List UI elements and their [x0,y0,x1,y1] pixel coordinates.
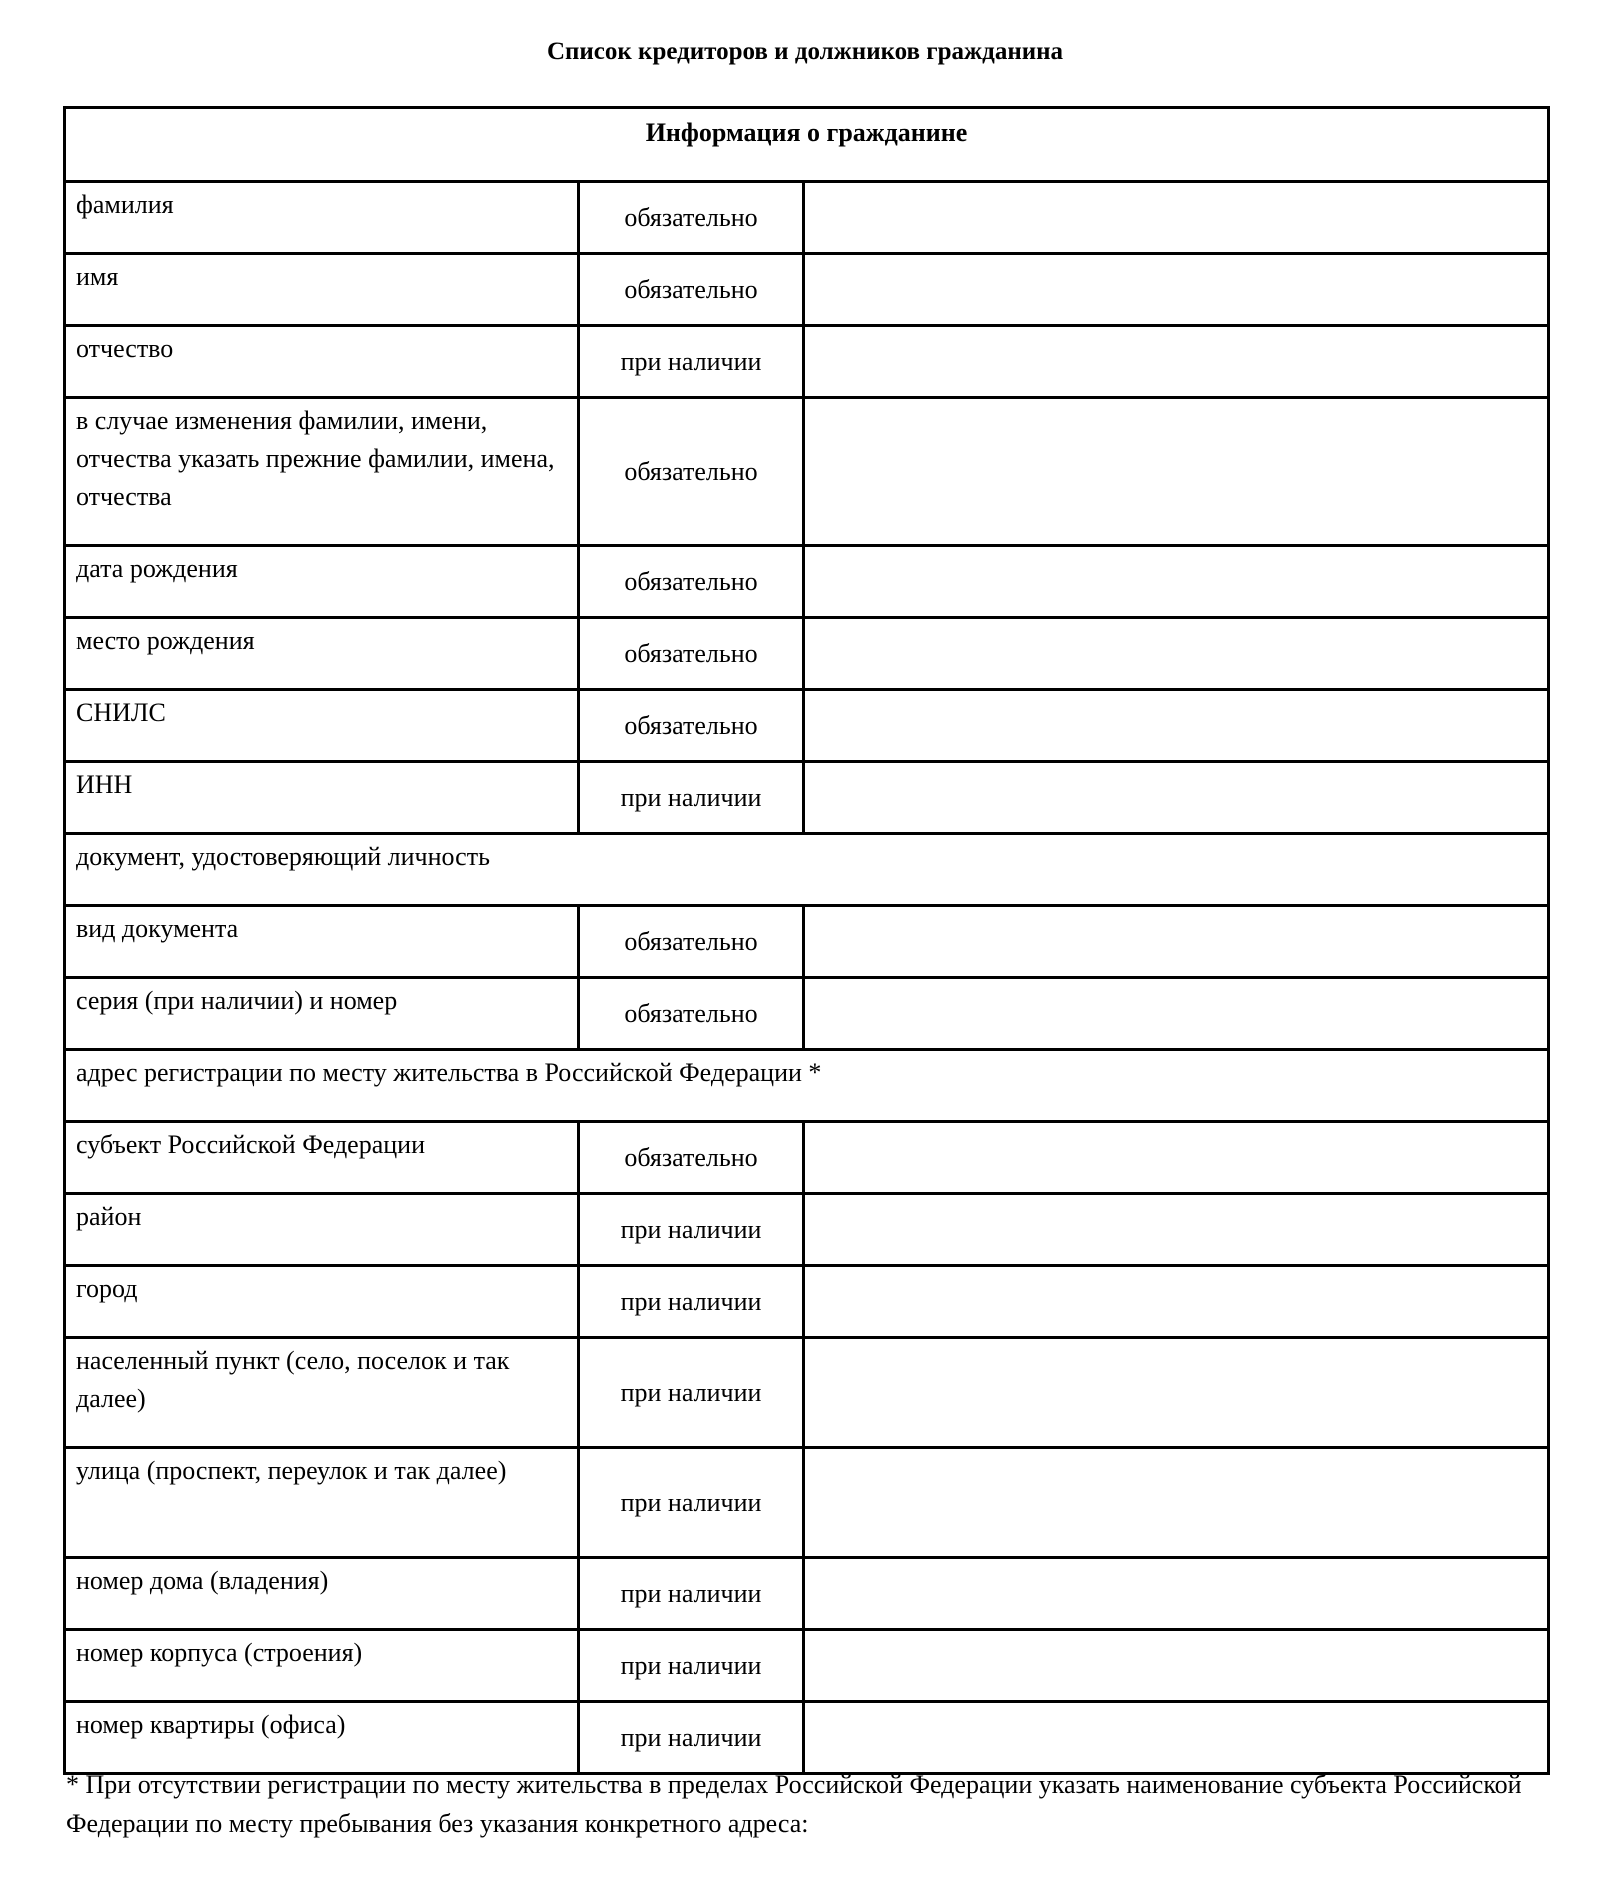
field-label: СНИЛС [65,690,579,762]
field-requirement: при наличии [579,1448,804,1558]
footnote: * При отсутствии регистрации по месту жительства в пределах Российской Федерации указать наименование субъекта Российской Федерации по месту пребывания без указания конкретного адреса: [66,1770,1522,1838]
table-row [65,618,1549,690]
table-row [65,1630,1549,1702]
field-label: имя [65,254,579,326]
field-label: населенный пункт (село, поселок и так далее) [65,1338,579,1448]
citizen-info-table [63,106,1550,1775]
table-row [65,1266,1549,1338]
table-row [65,1194,1549,1266]
table-row [65,326,1549,398]
field-label: место рождения [65,618,579,690]
field-label: в случае изменения фамилии, имени, отчества указать прежние фамилии, имена, отчества [65,398,579,546]
field-requirement: обязательно [579,546,804,618]
field-label: отчество [65,326,579,398]
field-requirement: при наличии [579,762,804,834]
table-row [65,1558,1549,1630]
field-label: вид документа [65,906,579,978]
field-value-cell[interactable] [804,326,1549,398]
field-requirement: обязательно [579,1122,804,1194]
table-header-row [65,108,1549,182]
field-requirement: обязательно [579,182,804,254]
table-header: Информация о гражданине [65,108,1549,182]
field-label: номер квартиры (офиса) [65,1702,579,1774]
table-row [65,546,1549,618]
field-value-cell[interactable] [804,1630,1549,1702]
field-value-cell[interactable] [804,1338,1549,1448]
field-requirement: при наличии [579,1630,804,1702]
table-row [65,1122,1549,1194]
table-row [65,906,1549,978]
field-label: субъект Российской Федерации [65,1122,579,1194]
field-label: ИНН [65,762,579,834]
field-requirement: обязательно [579,690,804,762]
table-row [65,254,1549,326]
field-value-cell[interactable] [804,1558,1549,1630]
field-value-cell[interactable] [804,254,1549,326]
field-requirement: при наличии [579,1558,804,1630]
field-value-cell[interactable] [804,546,1549,618]
field-label: номер корпуса (строения) [65,1630,579,1702]
field-value-cell[interactable] [804,906,1549,978]
field-label: район [65,1194,579,1266]
field-label: дата рождения [65,546,579,618]
table-row [65,398,1549,546]
field-label: фамилия [65,182,579,254]
field-requirement: обязательно [579,254,804,326]
field-value-cell[interactable] [804,1122,1549,1194]
field-requirement: обязательно [579,618,804,690]
table-row [65,690,1549,762]
section-label: документ, удостоверяющий личность [65,834,1549,906]
field-value-cell[interactable] [804,1702,1549,1774]
field-requirement: при наличии [579,1266,804,1338]
document-title: Список кредиторов и должников гражданина [546,38,1064,65]
field-value-cell[interactable] [804,1194,1549,1266]
section-row [65,1050,1549,1122]
field-requirement: при наличии [579,326,804,398]
field-label: город [65,1266,579,1338]
field-value-cell[interactable] [804,762,1549,834]
field-requirement: при наличии [579,1194,804,1266]
table-row [65,1702,1549,1774]
table-row [65,1338,1549,1448]
field-value-cell[interactable] [804,690,1549,762]
field-requirement: обязательно [579,978,804,1050]
field-label: серия (при наличии) и номер [65,978,579,1050]
table-row [65,978,1549,1050]
table-row [65,182,1549,254]
field-value-cell[interactable] [804,1266,1549,1338]
field-value-cell[interactable] [804,618,1549,690]
field-requirement: при наличии [579,1338,804,1448]
field-requirement: обязательно [579,398,804,546]
table-row [65,762,1549,834]
field-value-cell[interactable] [804,978,1549,1050]
section-row [65,834,1549,906]
field-value-cell[interactable] [804,182,1549,254]
table-row [65,1448,1549,1558]
section-label: адрес регистрации по месту жительства в Российской Федерации * [65,1050,1549,1122]
field-requirement: обязательно [579,906,804,978]
field-requirement: при наличии [579,1702,804,1774]
field-label: номер дома (владения) [65,1558,579,1630]
field-label: улица (проспект, переулок и так далее) [65,1448,579,1558]
field-value-cell[interactable] [804,1448,1549,1558]
field-value-cell[interactable] [804,398,1549,546]
